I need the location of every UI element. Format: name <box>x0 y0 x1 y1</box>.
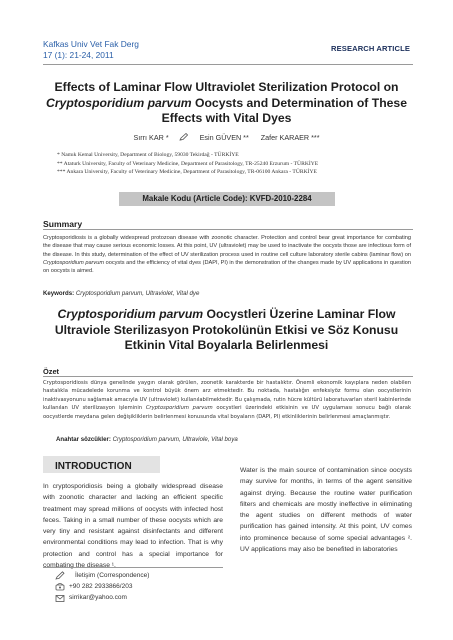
journal-volume: 17 (1): 21-24, 2011 <box>43 49 114 60</box>
article-type: RESEARCH ARTICLE <box>331 44 410 53</box>
ozet-text <box>43 379 411 421</box>
affiliation-2: ** Ataturk University, Faculty of Veterinary Medicine, Department of Parasitology, TR-25240 Erzurum - TÜRKİYE <box>57 160 319 167</box>
envelope-icon <box>55 594 69 603</box>
pen-icon <box>55 571 69 580</box>
correspondence <box>55 570 149 604</box>
keywords-value: Cryptosporidium parvum, Ultraviolet, Vital dye <box>75 290 200 297</box>
ozet-heading: Özet <box>43 367 60 376</box>
author-1: Sırrı KAR * <box>133 133 169 142</box>
phone-number: +90 282 2933866/203 <box>69 583 133 591</box>
summary-text-b: oocysts and the efficiency of vital dyes (DAPI, PI) in the demonstration of the changes made by UV applications in question on oocysts is aimed. <box>43 259 412 275</box>
title-turkish-text: Oocystleri Üzerine Laminar Flow Ultraviole Sterilizasyon Protokolünün Etkisi ve Söz Konusu Etkinin Vital Boyalarla Belirlenmesi <box>54 307 399 352</box>
author-2: Esin GÜVEN ** <box>199 133 249 142</box>
journal-name: Kafkas Univ Vet Fak Derg <box>43 39 139 49</box>
anahtar-sozcukler <box>56 436 238 443</box>
author-3: Zafer KARAER *** <box>260 133 320 142</box>
pen-icon <box>179 133 188 141</box>
phone-row <box>55 581 149 592</box>
correspondence-row <box>55 570 149 581</box>
summary-text-a: Cryptosporidiosis is a globally widespread protozoan disease with zoonotic character. Protection and control bear great importance for combating the disease that may cause serious economic losses. At this point, UV (ultraviolet) may be used to inactivate the oocysts those are infectious form of the disease. In this study, determination of the effect of UV sterilization process used in routine cell culture laboratory sterile cabins (laminar flow) on <box>43 235 411 258</box>
affiliation-3: *** Ankara University, Faculty of Veterinary Medicine, Department of Parasitology, TR-06100 Ankara - TÜRKİYE <box>57 169 317 176</box>
keywords <box>43 290 199 297</box>
author-list <box>40 133 413 142</box>
summary-heading: Summary <box>43 219 83 229</box>
header-divider <box>43 64 413 65</box>
keywords-label: Keywords: <box>43 290 75 297</box>
introduction-heading: INTRODUCTION <box>55 461 132 472</box>
ozet-text-b: oocystleri üzerindeki etkisinin ve UV uygulaması sonucu bağlı olarak oocystlerde meydana gelen değişikliklerin belirlenmesi konusunda vital boyaların (DAPI, PI) etkinliklerinin belirlenmesi amaçlanmıştır. <box>43 405 411 420</box>
email-address: sirrikar@yahoo.com <box>69 594 127 602</box>
anahtar-label: Anahtar sözcükler: <box>56 436 111 443</box>
title-english-species: Cryptosporidium parvum <box>46 95 192 110</box>
phone-icon <box>55 582 69 591</box>
summary-text <box>43 234 411 275</box>
ozet-text-a: Cryptosporidiosis dünya genelinde yaygın olarak görülen, zoonetik karakterde bir hastalıktır. Önemli ekonomik kayıplara neden olabilen hastalıkla mücadelede korunma ve kontrol büyük önem arz etmektedir. Bu noktada, hastalığın enfeksiyöz formu olan oocystlerinin inaktivasyonunu sağlamak amacıyla UV (ultraviolet) kullanılabilmektedir. Bu çalışmada, rutin hücre kültürü laboratuvarları steril kabinlerinde kullanılan UV sterilizasyon işleminin <box>43 380 411 412</box>
introduction-right-column: Water is the main source of contamination since oocysts may survive for months, in terms of the agent sensitive against drying. Because the routine water purification filters and chemicals are mostly ineffective in eliminating the agent studies on different methods of water purification has gained intensity. At this point, UV comes into prominence because of some special advantages ². UV applications may also be benefited in laboratories <box>240 467 412 554</box>
journal-info <box>43 39 139 60</box>
correspondence-label: İletişim (Correspondence) <box>75 572 150 579</box>
affiliations <box>57 151 417 177</box>
ozet-species: Cryptosporidium parvum <box>145 405 213 412</box>
footnote-divider <box>43 567 223 568</box>
ozet-divider <box>43 376 413 377</box>
title-english <box>40 80 413 127</box>
title-turkish <box>40 307 413 354</box>
summary-divider <box>43 229 413 230</box>
affiliation-1: * Namık Kemal University, Department of Biology, 59030 Tekirdağ - TÜRKİYE <box>57 152 239 158</box>
article-code: Makale Kodu (Article Code): KVFD-2010-2284 <box>119 192 335 206</box>
email-row <box>55 592 149 603</box>
summary-species: Cryptosporidium parvum <box>43 259 104 266</box>
title-english-part2: Oocysts and Determination of These Effects with Vital Dyes <box>161 95 407 125</box>
anahtar-value: Cryptosporidium parvum, Ultraviole, Vital boya <box>112 436 238 443</box>
title-turkish-species: Cryptosporidium parvum <box>57 307 204 321</box>
title-english-part1: Effects of Laminar Flow Ultraviolet Sterilization Protocol on <box>54 80 399 94</box>
introduction-left-column: In cryptosporidiosis being a globally widespread disease with zoonotic character and lacking an efficient specific treatment may spread millions of oocysts with infected host feces. Taking in a small number of these oocysts which are very tiny and resistant against disinfectants and different environmental conditions may lead to infection. That is why protection and control has a special importance for combating the disease ¹. <box>43 483 223 570</box>
